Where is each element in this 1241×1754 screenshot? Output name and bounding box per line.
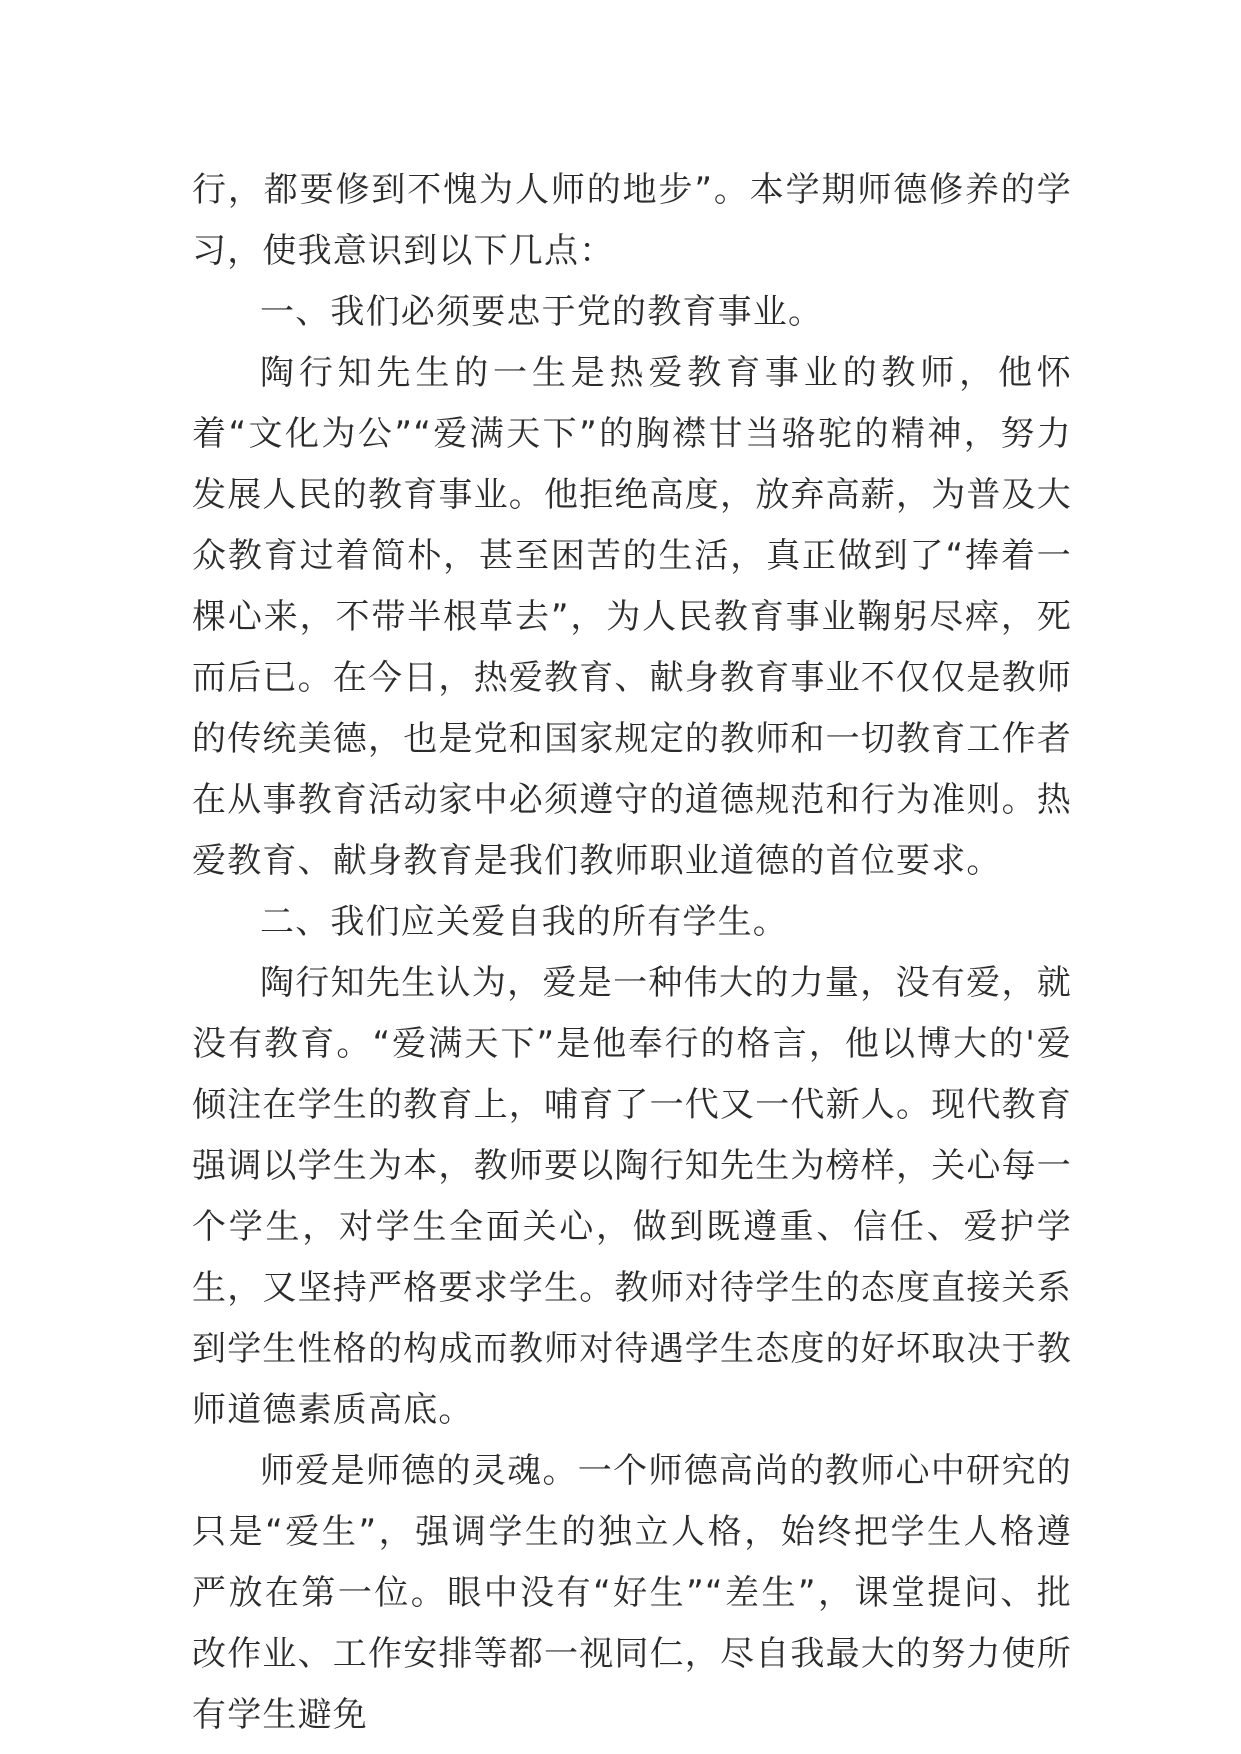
paragraph-love-for-students: 陶行知先生认为，爱是一种伟大的力量，没有爱，就没有教育。“爱满天下”是他奉行的格言，他以博大的'爱倾注在学生的教育上，哺育了一代又一代新人。现代教育强调以学生为本，教师要以陶行知先生为榜样，关心每一个学生，对学生全面关心，做到既遵重、信任、爱护学生，又坚持严格要求学生。教师对待学生的态度直接关系到学生性格的构成而教师对待遇学生态度的好坏取决于教师道德素质高底。: [192, 963, 1072, 1430]
section-heading-two: 二、我们应关爱自我的所有学生。: [260, 902, 788, 942]
paragraph-tao-xingzhi-dedication: 陶行知先生的一生是热爱教育事业的教师，他怀着“文化为公”“爱满天下”的胸襟甘当骆驼的精神，努力发展人民的教育事业。他拒绝高度，放弃高薪，为普及大众教育过着简朴，甚至困苦的生活，真正做到了“捧着一棵心来，不带半根草去”，为人民教育事业鞠躬尽瘁，死而后已。在今日，热爱教育、献身教育事业不仅仅是教师的传统美德，也是党和国家规定的教师和一切教育工作者在从事教育活动家中必须遵守的道德规范和行为准则。热爱教育、献身教育是我们教师职业道德的首位要求。: [192, 353, 1072, 881]
paragraph-teacher-love-soul: 师爱是师德的灵魂。一个师德高尚的教师心中研究的只是“爱生”，强调学生的独立人格，始终把学生人格遵严放在第一位。眼中没有“好生”“差生”，课堂提问、批改作业、工作安排等都一视同仁，尽自我最大的努力使所有学生避免: [192, 1451, 1072, 1735]
section-heading-one: 一、我们必须要忠于党的教育事业。: [260, 292, 824, 332]
document-body: [192, 160, 1072, 1746]
paragraph-continuation: 行，都要修到不愧为人师的地步”。本学期师德修养的学习，使我意识到以下几点：: [192, 170, 1072, 271]
